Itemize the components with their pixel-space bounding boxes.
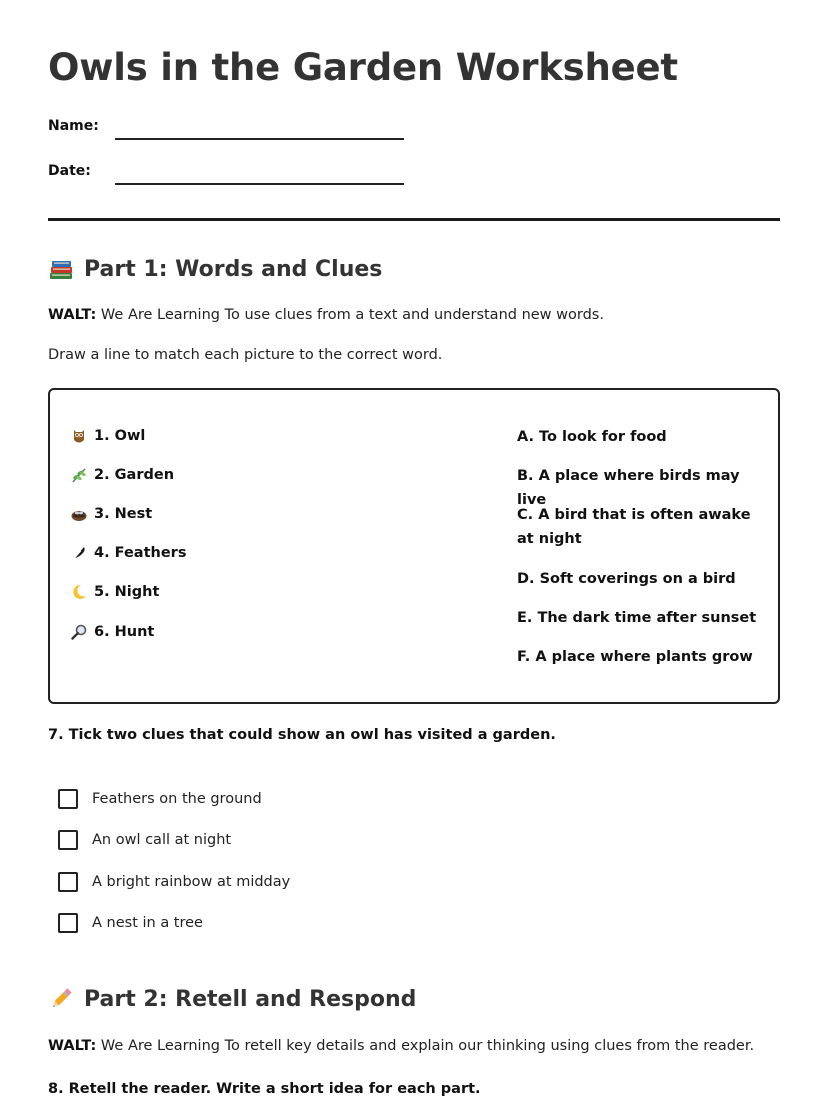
word-label: 2. Garden — [94, 467, 175, 483]
part1-heading-text: Part 1: Words and Clues — [84, 256, 383, 282]
part1-walt — [48, 307, 604, 323]
herb-icon — [70, 466, 88, 484]
word-label: 6. Hunt — [94, 624, 155, 640]
option-nest-tree[interactable] — [58, 913, 203, 933]
page-title: Owls in the Garden Worksheet — [48, 46, 678, 89]
feather-icon — [70, 544, 88, 562]
question-8: 8. Retell the reader. Write a short idea for each part. — [48, 1081, 481, 1097]
word-item-nest[interactable] — [70, 505, 152, 523]
name-label: Name: — [48, 118, 99, 134]
definition-item[interactable]: A. To look for food — [517, 429, 667, 445]
option-rainbow[interactable] — [58, 872, 290, 892]
word-label: 3. Nest — [94, 506, 153, 522]
word-item-owl[interactable] — [70, 427, 145, 445]
date-label: Date: — [48, 163, 91, 179]
option-label: A bright rainbow at midday — [92, 874, 291, 890]
checkbox[interactable] — [58, 913, 78, 933]
option-owl-call[interactable] — [58, 830, 231, 850]
nest-icon — [70, 505, 88, 523]
word-label: 1. Owl — [94, 428, 146, 444]
moon-icon — [70, 583, 88, 601]
checkbox[interactable] — [58, 789, 78, 809]
part2-heading — [48, 986, 416, 1012]
word-label: 5. Night — [94, 584, 160, 600]
definition-item[interactable]: D. Soft coverings on a bird — [517, 571, 736, 587]
part2-walt-text: We Are Learning To retell key details and explain our thinking using clues from the reader. — [100, 1038, 755, 1054]
question-7: 7. Tick two clues that could show an owl has visited a garden. — [48, 727, 556, 743]
books-icon — [48, 256, 74, 282]
divider — [48, 218, 780, 221]
part1-walt-label: WALT: — [48, 307, 97, 323]
part1-instruction: Draw a line to match each picture to the correct word. — [48, 347, 443, 363]
part2-walt-label: WALT: — [48, 1038, 97, 1054]
definition-item[interactable]: E. The dark time after sunset — [517, 610, 757, 626]
name-field[interactable] — [115, 138, 404, 140]
checkbox[interactable] — [58, 872, 78, 892]
word-label: 4. Feathers — [94, 545, 187, 561]
option-label: Feathers on the ground — [92, 791, 262, 807]
magnifier-icon — [70, 623, 88, 641]
word-item-hunt[interactable] — [70, 623, 154, 641]
word-item-garden[interactable] — [70, 466, 174, 484]
option-feathers-ground[interactable] — [58, 789, 262, 809]
option-label: An owl call at night — [92, 832, 232, 848]
word-item-night[interactable] — [70, 583, 159, 601]
definition-item[interactable]: B. A place where birds may live — [517, 468, 740, 508]
definition-item[interactable]: C. A bird that is often awake at night — [517, 507, 751, 547]
part1-heading — [48, 256, 382, 282]
pencil-icon — [48, 986, 74, 1012]
option-label: A nest in a tree — [92, 915, 203, 931]
owl-icon — [70, 427, 88, 445]
definition-item[interactable]: F. A place where plants grow — [517, 649, 753, 665]
part2-walt — [48, 1038, 754, 1054]
checkbox[interactable] — [58, 830, 78, 850]
part2-heading-text: Part 2: Retell and Respond — [84, 986, 417, 1012]
part1-walt-text: We Are Learning To use clues from a text and understand new words. — [100, 307, 604, 323]
date-field[interactable] — [115, 183, 404, 185]
word-item-feathers[interactable] — [70, 544, 186, 562]
